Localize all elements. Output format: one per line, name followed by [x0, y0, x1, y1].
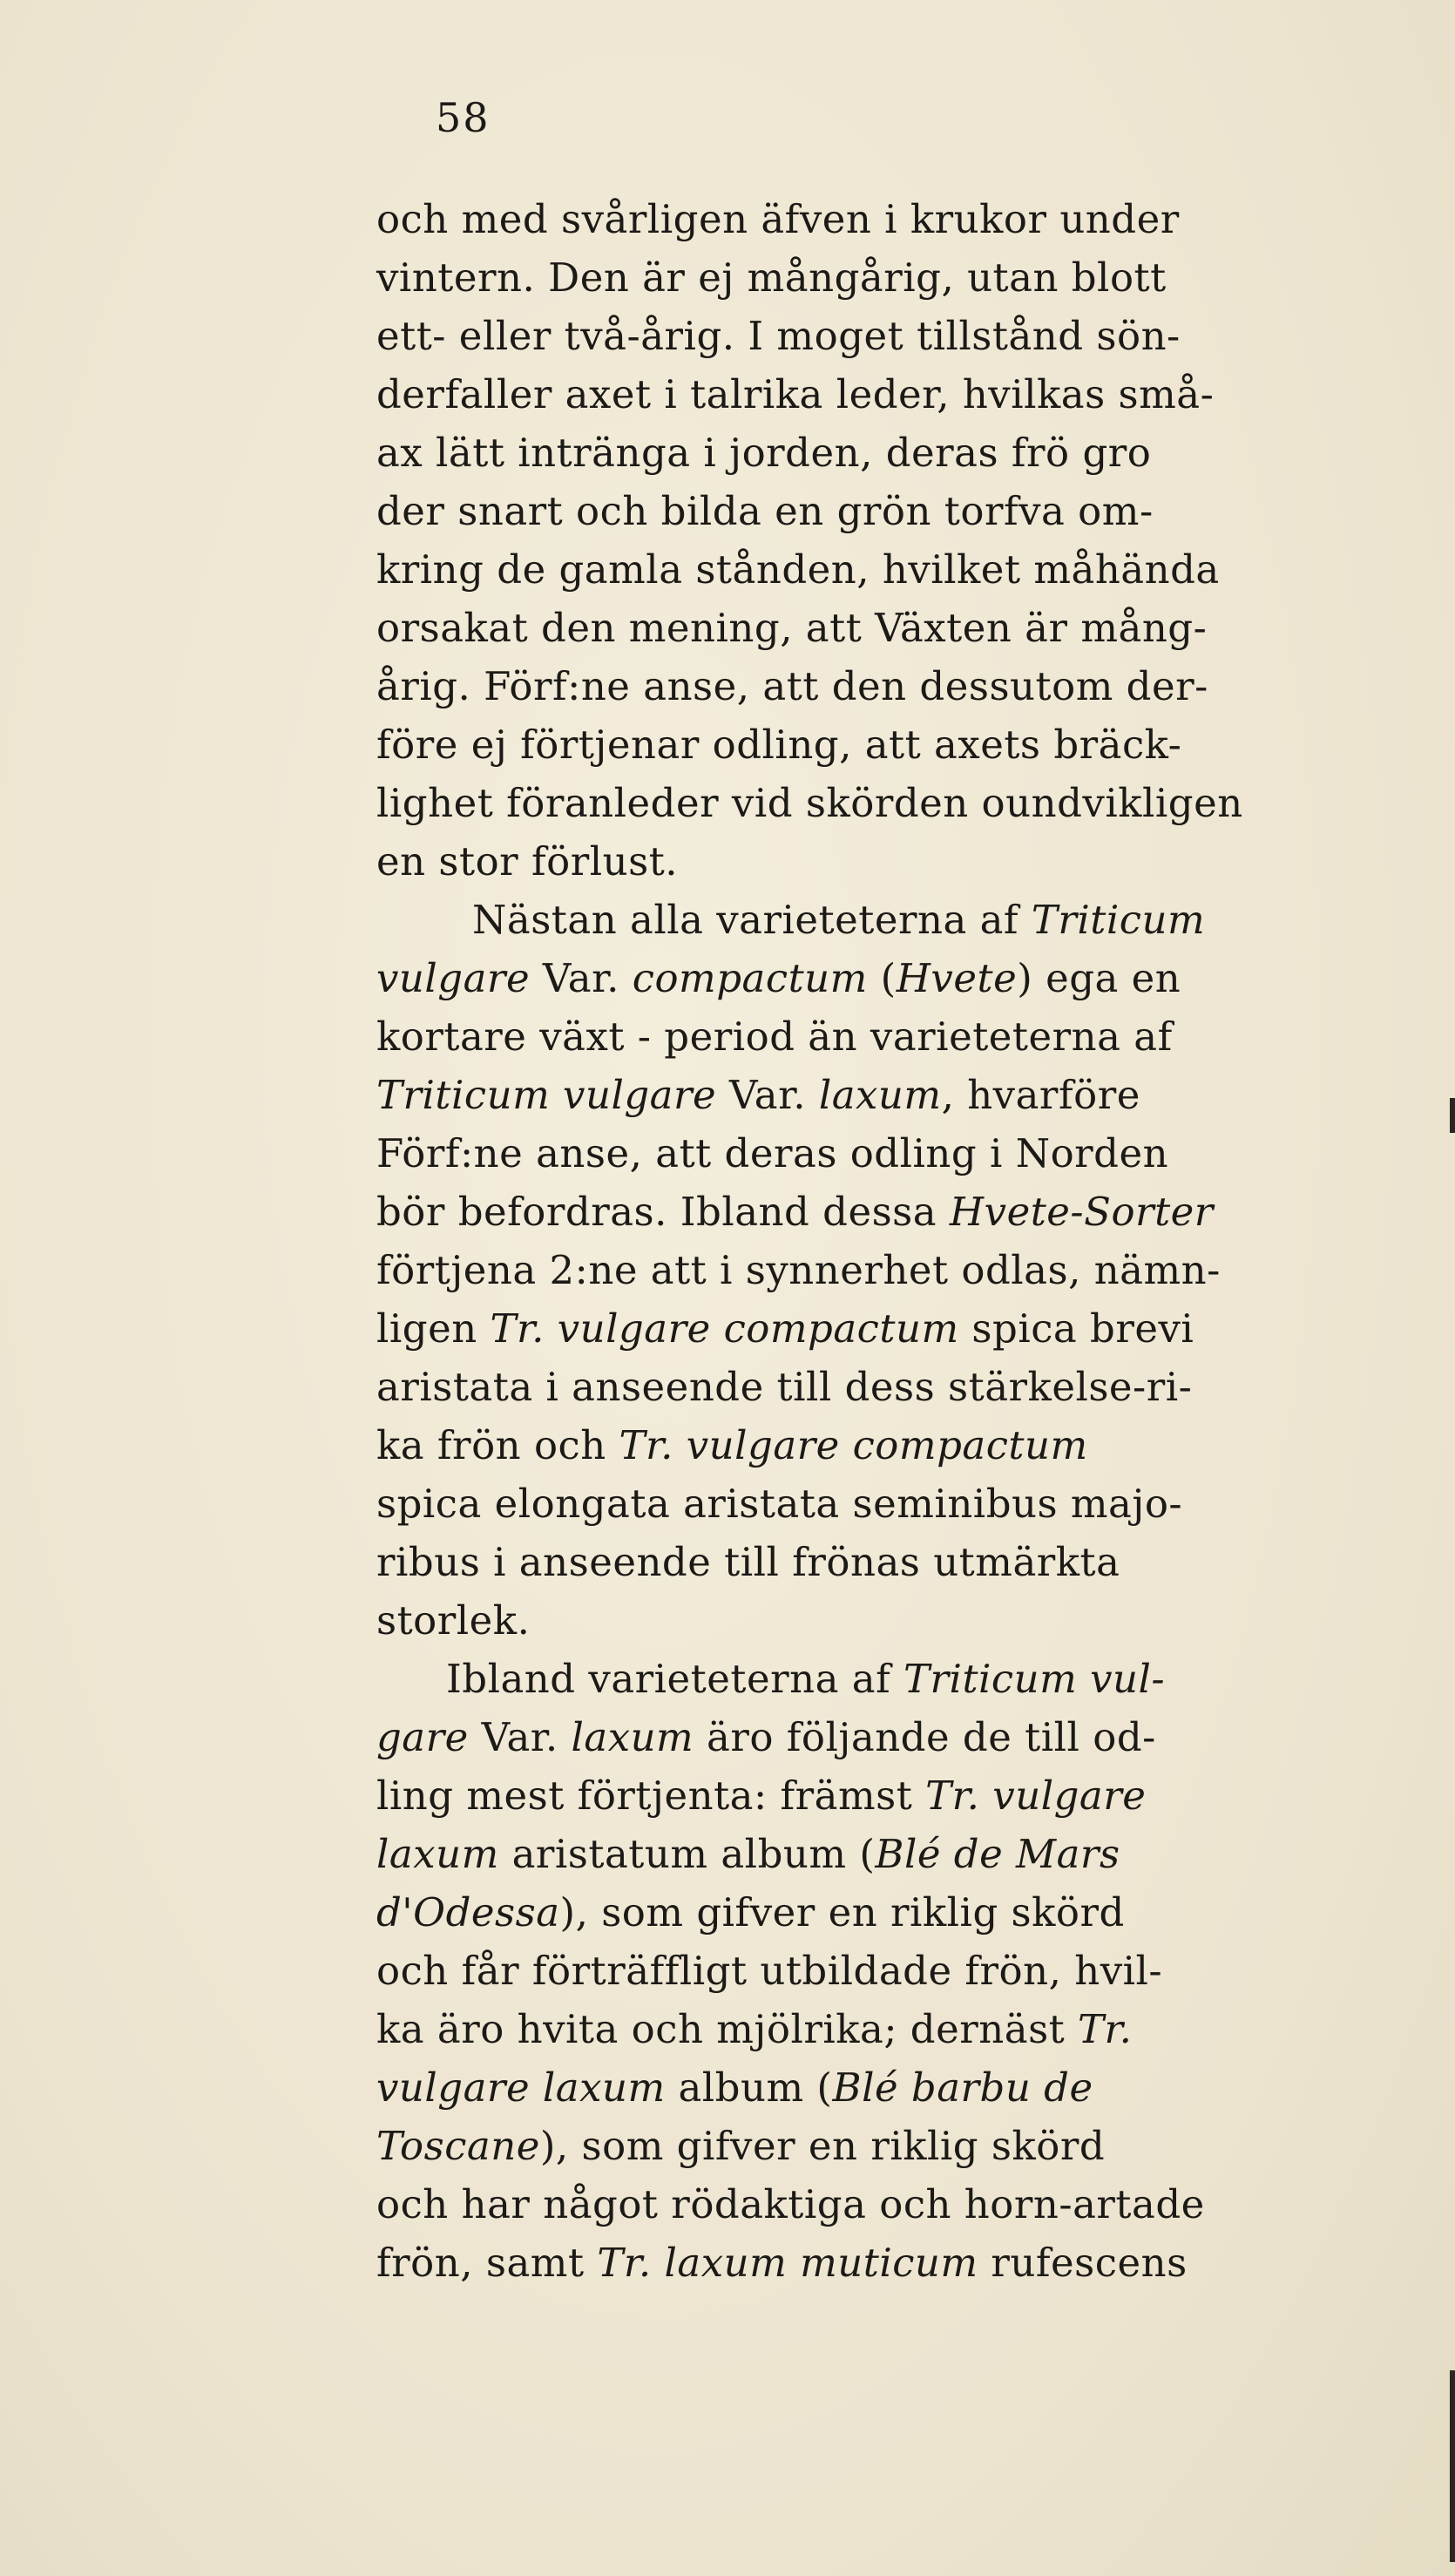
- text-line: [376, 2175, 1422, 2234]
- italic-text: d'Odessa: [376, 1889, 560, 1935]
- italic-text: Tr. vulgare compactum: [490, 1305, 959, 1352]
- italic-text: Hvete: [896, 955, 1018, 1001]
- italic-text: Hvete-Sorter: [949, 1189, 1214, 1235]
- text-run: ) ega en: [1017, 955, 1181, 1001]
- text-run: årig. Förf:ne anse, att den dessutom der-: [376, 663, 1208, 709]
- italic-text: compactum: [632, 955, 868, 1001]
- text-run: och med svårligen äfven i krukor under: [376, 196, 1180, 242]
- italic-text: Triticum vul-: [903, 1656, 1166, 1702]
- page-number: 58: [436, 94, 491, 141]
- text-run: ribus i anseende till frönas utmärkta: [376, 1539, 1120, 1585]
- text-run: album (: [665, 2064, 833, 2111]
- text-line: [376, 1650, 1422, 1708]
- text-run: Ibland varieteterna af: [446, 1656, 904, 1702]
- text-line: [376, 1825, 1422, 1883]
- italic-text: laxum: [571, 1714, 694, 1760]
- italic-text: Tr. vulgare compactum: [619, 1422, 1088, 1468]
- text-run: Var.: [716, 1072, 819, 1118]
- text-line: [376, 1416, 1422, 1474]
- text-line: [376, 832, 1422, 891]
- text-run: ka äro hvita och mjölrika; dernäst: [376, 2006, 1079, 2052]
- text-line: [376, 190, 1422, 248]
- text-run: (: [867, 955, 897, 1001]
- text-run: ett- eller två-årig. I moget tillstånd sön-: [376, 313, 1181, 359]
- text-run: rufescens: [978, 2240, 1188, 2286]
- text-run: Var.: [530, 955, 633, 1001]
- text-run: ka frön och: [376, 1422, 619, 1468]
- text-line: [376, 2234, 1422, 2292]
- text-run: ling mest förtjenta: främst: [376, 1773, 926, 1819]
- text-run: och får förträffligt utbildade frön, hvil-: [376, 1948, 1163, 1994]
- text-line: [376, 715, 1422, 774]
- text-run: bör befordras. Ibland dessa: [376, 1189, 950, 1235]
- italic-text: Triticum vulgare: [376, 1072, 717, 1118]
- text-run: spica elongata aristata seminibus majo-: [376, 1481, 1183, 1527]
- text-line: [376, 482, 1422, 540]
- text-run: Var.: [468, 1714, 572, 1760]
- text-line: [376, 2000, 1422, 2058]
- text-run: spica brevi: [958, 1305, 1194, 1352]
- italic-text: Blé barbu de: [832, 2064, 1093, 2111]
- italic-text: vulgare: [376, 955, 531, 1001]
- text-run: vintern. Den är ej mångårig, utan blott: [376, 254, 1167, 301]
- italic-text: Toscane: [376, 2123, 540, 2169]
- text-line: [376, 2058, 1422, 2117]
- body-text: [376, 190, 1422, 2292]
- text-run: kortare växt - period än varieteterna af: [376, 1013, 1173, 1060]
- text-line: [376, 599, 1422, 657]
- text-line: [376, 774, 1422, 832]
- text-line: [376, 1766, 1422, 1825]
- text-run: och har något rödaktiga och horn-artade: [376, 2181, 1205, 2227]
- text-line: [376, 248, 1422, 307]
- text-run: ), som gifver en riklig skörd: [539, 2123, 1106, 2169]
- text-line: [376, 1591, 1422, 1650]
- text-line: [376, 540, 1422, 599]
- text-line: [376, 307, 1422, 365]
- text-run: aristatum album (: [498, 1831, 876, 1877]
- text-line: [376, 657, 1422, 715]
- italic-text: Triticum: [1031, 897, 1206, 943]
- text-line: [376, 1358, 1422, 1416]
- text-run: Förf:ne anse, att deras odling i Norden: [376, 1130, 1169, 1176]
- text-line: [376, 365, 1422, 424]
- text-line: [376, 891, 1422, 949]
- text-line: [376, 1533, 1422, 1591]
- text-line: [376, 1124, 1422, 1183]
- text-run: aristata i anseende till dess stärkelse-ri-: [376, 1364, 1193, 1410]
- text-run: storlek.: [376, 1597, 531, 1644]
- text-run: äro följande de till od-: [694, 1714, 1156, 1760]
- text-line: [376, 1708, 1422, 1766]
- italic-text: gare: [376, 1714, 469, 1760]
- page-edge-mark: [1450, 1098, 1455, 1133]
- text-line: [376, 1007, 1422, 1066]
- text-run: förtjena 2:ne att i synnerhet odlas, nämn-: [376, 1247, 1221, 1293]
- text-run: kring de gamla stånden, hvilket måhända: [376, 546, 1220, 593]
- italic-text: Tr. laxum muticum: [597, 2240, 978, 2286]
- italic-text: Tr. vulgare: [925, 1773, 1147, 1819]
- italic-text: laxum: [818, 1072, 942, 1118]
- text-run: ligen: [376, 1305, 491, 1352]
- italic-text: Tr.: [1078, 2006, 1133, 2052]
- text-run: orsakat den mening, att Växten är mång-: [376, 605, 1208, 651]
- text-run: lighet föranleder vid skörden oundvikligen: [376, 780, 1243, 826]
- text-run: , hvarföre: [941, 1072, 1140, 1118]
- text-line: [376, 424, 1422, 482]
- text-run: derfaller axet i talrika leder, hvilkas små-: [376, 371, 1215, 417]
- text-line: [376, 1066, 1422, 1124]
- text-run: ax lätt intränga i jorden, deras frö gro: [376, 430, 1152, 476]
- italic-text: laxum: [376, 1831, 499, 1877]
- text-line: [376, 1299, 1422, 1358]
- text-run: frön, samt: [376, 2240, 598, 2286]
- text-run: Nästan alla varieteterna af: [472, 897, 1032, 943]
- text-line: [376, 2117, 1422, 2175]
- text-line: [376, 1241, 1422, 1299]
- text-run: ), som gifver en riklig skörd: [559, 1889, 1125, 1935]
- italic-text: vulgare laxum: [376, 2064, 666, 2111]
- text-line: [376, 1183, 1422, 1241]
- text-line: [376, 1474, 1422, 1533]
- text-line: [376, 1942, 1422, 2000]
- text-run: före ej förtjenar odling, att axets bräck-: [376, 722, 1182, 768]
- italic-text: Blé de Mars: [875, 1831, 1120, 1877]
- text-line: [376, 1883, 1422, 1942]
- text-line: [376, 949, 1422, 1007]
- text-run: en stor förlust.: [376, 838, 679, 885]
- page-edge-mark: [1450, 2370, 1455, 2562]
- text-run: der snart och bilda en grön torfva om-: [376, 488, 1154, 534]
